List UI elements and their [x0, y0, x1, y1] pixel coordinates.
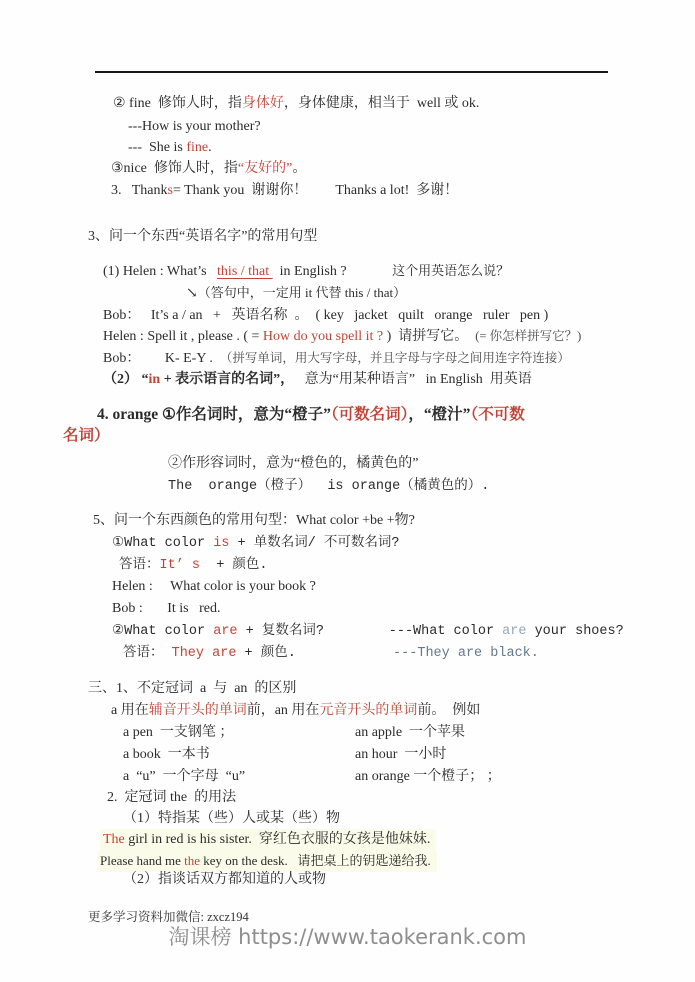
text-segment: 辅音开头的单词	[148, 703, 247, 718]
line-bob-it-is-red	[112, 600, 221, 618]
line-bob-its-a-an	[103, 307, 548, 325]
text-segment: a 用在	[111, 703, 149, 718]
text-segment: a book 一本书	[123, 747, 210, 762]
text-segment: (1) Helen : What’s	[103, 264, 218, 279]
text-segment: Please hand me	[100, 853, 185, 868]
line-helen-book-color	[112, 578, 316, 596]
text-segment: in English ?	[272, 264, 393, 279]
line-answer-note	[186, 285, 406, 303]
text-segment: ---How is your mother?	[128, 119, 261, 134]
text-segment: = Thank you 谢谢你！ Thanks a lot! 多谢！	[172, 183, 459, 198]
text-segment: 3. Thank	[111, 183, 168, 198]
text-segment: girl in red is his sister. 穿红色衣服的女孩是他妹妹.	[124, 832, 431, 847]
text-segment: 三、1、不定冠词 a 与 an 的区别	[88, 681, 297, 696]
text-segment: Bob : It is red.	[112, 601, 221, 616]
text-segment: a pen 一支钢笔 ；	[123, 725, 234, 740]
text-segment: ) 请拼写它。	[383, 329, 476, 344]
text-segment	[296, 646, 393, 661]
text-segment: （2）指谈话双方都知道的人或物	[123, 872, 326, 887]
text-segment: How do you spell it ?	[262, 329, 384, 344]
text-segment: 答语：	[119, 558, 160, 573]
line-orange-example	[168, 477, 489, 496]
text-segment: They are	[171, 646, 237, 661]
heading-article-the	[107, 789, 236, 807]
heading-orange-noun	[97, 405, 525, 424]
line-a-an-rule	[111, 702, 480, 720]
text-segment: ↘	[186, 286, 198, 301]
heading-orange-wrap	[63, 426, 110, 445]
line-hand-me-key	[97, 851, 437, 872]
text-segment: 身体好	[241, 96, 284, 111]
text-segment: --- She is	[128, 140, 187, 155]
text-segment: ---They are black.	[393, 646, 539, 661]
text-segment: 5、问一个东西颜色的常用句型：What color +be +物?	[93, 513, 415, 528]
text-segment: 意为“用某种语言” in English 用英语	[294, 372, 532, 387]
line-nice-usage	[111, 160, 306, 178]
line-example-u-orange	[123, 768, 501, 786]
text-segment: 。	[292, 161, 307, 176]
text-segment: Bob： K- E-Y .	[103, 351, 220, 366]
line-helen-spell-it	[103, 328, 581, 346]
text-segment: 这个用英语怎么说？	[392, 263, 510, 278]
text-segment: ，身体健康，相当于 well 或 ok.	[283, 96, 480, 111]
line-what-color-are	[112, 622, 624, 641]
text-segment: in	[148, 372, 161, 387]
text-segment: + 颜色.	[236, 646, 296, 661]
text-segment: （2） “	[103, 372, 149, 387]
text-segment: 2. 定冠词 the 的用法	[107, 790, 237, 805]
line-answer-its	[119, 556, 268, 575]
text-segment: the	[184, 853, 201, 868]
text-segment: + 单数名词/ 不可数名词?	[229, 536, 400, 551]
text-segment: （可数名词）	[330, 406, 409, 423]
line-what-color-is	[112, 534, 400, 553]
text-segment: ，“橙汁”	[408, 406, 471, 423]
text-segment: fine	[186, 140, 209, 155]
text-segment: an hour 一小时	[355, 747, 447, 762]
header-rule	[95, 71, 608, 73]
text-segment: are	[213, 624, 238, 639]
text-segment: key on the desk. 请把桌上的钥匙递给我.	[200, 853, 431, 868]
line-example-pen-apple	[123, 724, 465, 742]
text-segment: s	[167, 183, 173, 198]
text-segment: （不可数	[470, 406, 525, 423]
text-segment: The	[103, 832, 125, 847]
heading-section-3	[88, 228, 317, 246]
text-segment: ②作形容词时，意为“橙色的，橘黄色的”	[168, 456, 419, 471]
line-thanks	[111, 182, 458, 200]
text-segment: an orange 一个橙子； ；	[355, 769, 501, 784]
text-segment: Bob： It’s a / an + 英语名称 。 ( key jacket quilt orange ruler pen )	[103, 308, 549, 323]
text-segment: ①What color	[112, 536, 214, 551]
line-orange-adjective	[168, 455, 418, 473]
line-the-usage-2	[123, 871, 326, 889]
line-example-book-hour	[123, 746, 446, 764]
line-answer-they-are	[123, 644, 539, 663]
text-segment: 4. orange ①作名词时，意为“橙子”	[97, 406, 331, 423]
line-bob-key	[103, 350, 570, 368]
text-segment: 前。 例如	[417, 703, 481, 718]
text-segment: this / that	[217, 264, 273, 279]
heading-section-5	[93, 512, 415, 530]
footer-contact: 更多学习资料加微信: zxcz194	[88, 910, 249, 924]
text-segment: ② fine 修饰人时，指	[113, 96, 242, 111]
watermark-site-link: 淘课榜 https://www.taokerank.com	[168, 925, 527, 949]
text-segment: ②What color	[112, 624, 214, 639]
text-segment: 答语：	[123, 646, 172, 661]
text-segment: ③nice 修饰人时，指	[111, 161, 238, 176]
text-segment: 名词）	[63, 427, 110, 444]
text-segment: Helen : What color is your book ?	[112, 579, 316, 594]
text-segment: + 颜色.	[208, 558, 268, 573]
text-segment: an apple 一个苹果	[355, 725, 466, 740]
text-segment: Helen : Spell it , please . ( =	[103, 329, 263, 344]
line-girl-in-red	[100, 829, 436, 852]
text-segment: .	[208, 140, 212, 155]
line-in-language	[103, 371, 532, 389]
text-segment: are	[502, 624, 527, 639]
line-she-is-fine	[128, 139, 212, 157]
line-how-is-mother	[128, 118, 261, 136]
line-fine-usage	[113, 95, 479, 113]
text-segment: (= 你怎样拼写它？)	[475, 329, 582, 343]
text-segment: + 表示语言的名词”，	[160, 372, 295, 387]
text-segment: The orange（橙子） is orange（橘黄色的）.	[168, 479, 490, 494]
text-segment: （答句中，一定用 it 代替 this / that）	[197, 285, 407, 300]
text-segment: 前，an 用在	[246, 703, 320, 718]
text-segment: 3、问一个东西“英语名字”的常用句型	[88, 229, 318, 244]
text-segment: “友好的”	[237, 161, 293, 176]
line-helen-whats-this	[103, 263, 509, 281]
text-segment: your shoes?	[526, 624, 624, 639]
heading-article-a-an	[88, 680, 296, 698]
text-segment: 元音开头的单词	[319, 703, 418, 718]
text-segment: + 复数名词? ---What color	[237, 624, 503, 639]
text-segment: （拼写单词，用大写字母，并且字母与字母之间用连字符连接）	[219, 351, 570, 365]
text-segment: is	[213, 536, 230, 551]
line-the-usage-1	[123, 810, 340, 828]
text-segment: It’ s	[159, 558, 209, 573]
text-segment: a “u” 一个字母 “u”	[123, 769, 246, 784]
text-segment: （1）特指某（些）人或某（些）物	[123, 811, 340, 826]
